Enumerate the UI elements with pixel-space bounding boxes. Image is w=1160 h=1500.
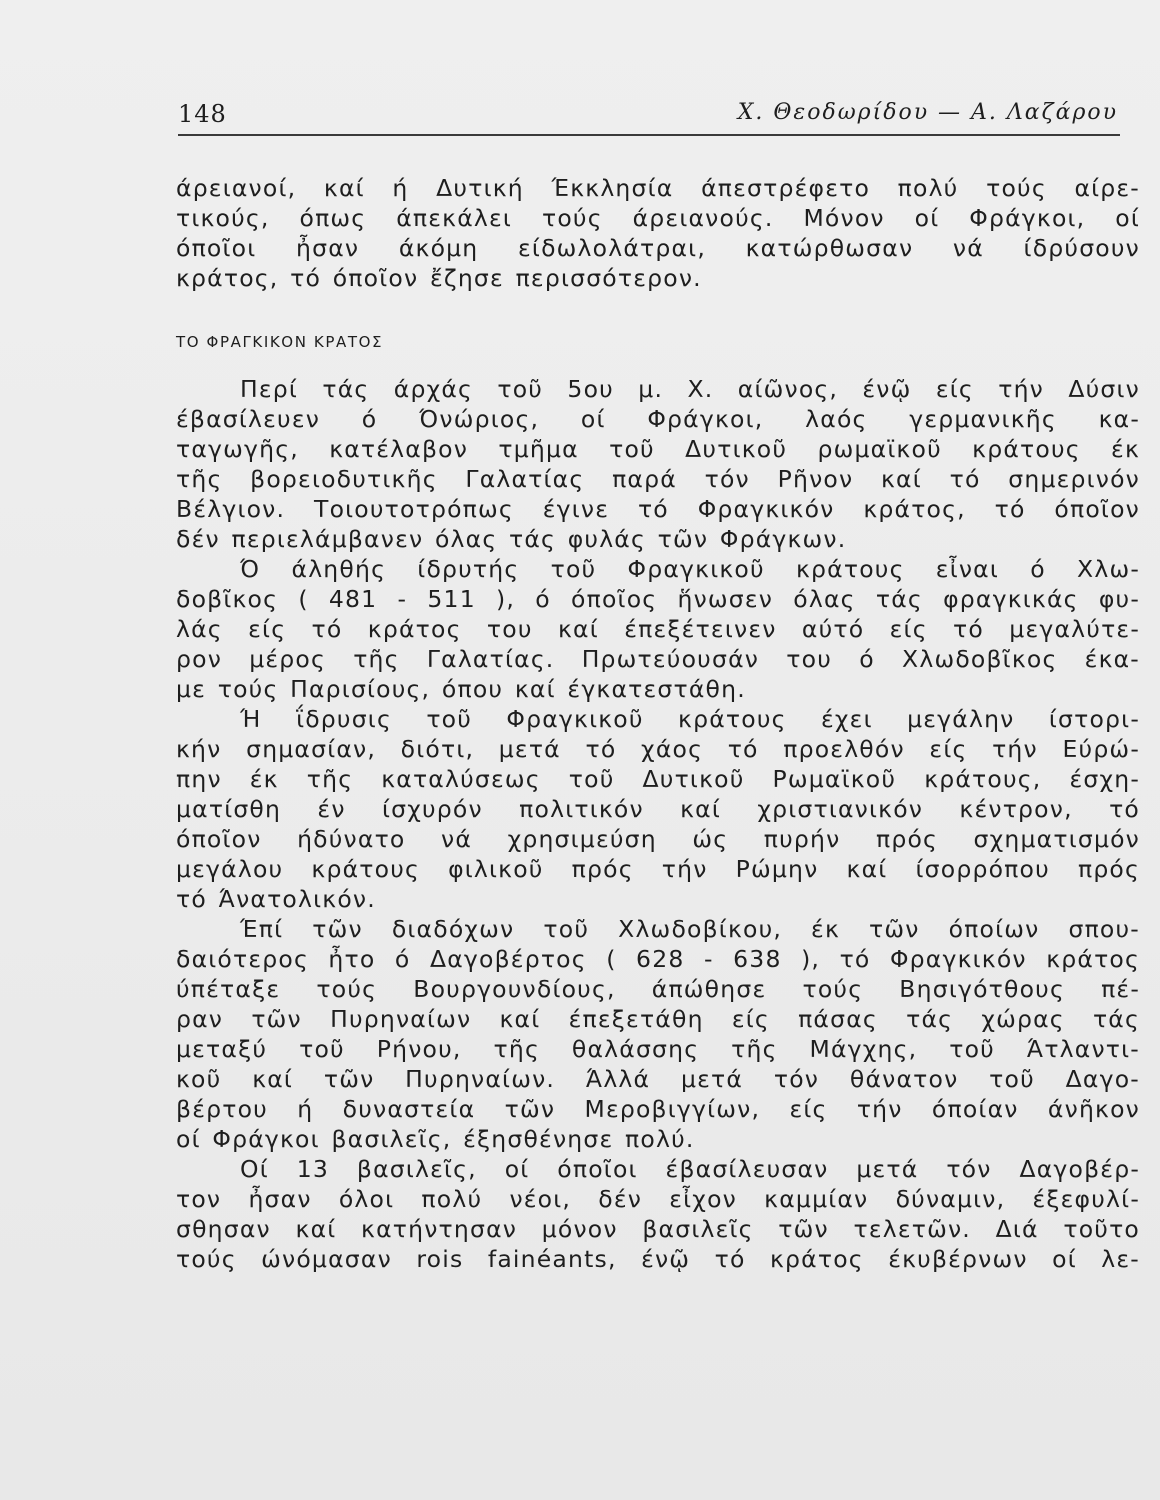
- body-text: [176, 374, 1140, 1274]
- text-line: Βέλγιον. Τοιουτοτρόπως έγινε τό Φραγκικόν κράτος, τό όποῖον: [176, 495, 1140, 523]
- text-line: κήν σημασίαν, διότι, μετά τό χάος τό προελθόν είς τήν Εύρώ-: [176, 735, 1140, 763]
- text-line: τον ἦσαν όλοι πολύ νέοι, δέν εἶχον καμμίαν δύναμιν, έξεφυλί-: [176, 1185, 1140, 1213]
- running-head: Χ. Θεοδωρίδου — Α. Λαζάρου: [737, 100, 1118, 125]
- text-line: έβασίλευεν ό Όνώριος, οί Φράγκοι, λαός γερμανικῆς κα-: [176, 405, 1140, 433]
- text-line: όποῖον ήδύνατο νά χρησιμεύση ώς πυρήν πρός σχηματισμόν: [176, 825, 1140, 853]
- text-line: βέρτου ή δυναστεία τῶν Μεροβιγγίων, είς τήν όποίαν άνῆκον: [176, 1095, 1140, 1123]
- text-line: Ή ΐδρυσις τοῦ Φραγκικοῦ κράτους έχει μεγάλην ίστορι-: [240, 705, 1140, 733]
- text-line: σθησαν καί κατήντησαν μόνον βασιλεῖς τῶν τελετῶν. Διά τοῦτο: [176, 1215, 1140, 1243]
- text-line: τούς ώνόμασαν rois fainéants, ένῷ τό κράτος έκυβέρνων οί λε-: [176, 1245, 1140, 1273]
- text-line: τικούς, όπως άπεκάλει τούς άρειανούς. Μόνον οί Φράγκοι, οί: [176, 204, 1140, 232]
- text-line: τό Άνατολικόν.: [176, 885, 376, 913]
- text-line: Ό άληθής ίδρυτής τοῦ Φραγκικοῦ κράτους εἶναι ό Χλω-: [240, 555, 1140, 583]
- header-rule: [178, 134, 1120, 136]
- text-line: δέν περιελάμβανεν όλας τάς φυλάς τῶν Φράγκων.: [176, 525, 847, 553]
- text-line: τῆς βορειοδυτικῆς Γαλατίας παρά τόν Ρῆνον καί τό σημερινόν: [176, 465, 1140, 493]
- text-line: όποῖοι ἦσαν άκόμη είδωλολάτραι, κατώρθωσαν νά ίδρύσουν: [176, 234, 1140, 262]
- text-line: άρειανοί, καί ή Δυτική Έκκλησία άπεστρέφετο πολύ τούς αίρε-: [176, 174, 1140, 202]
- text-line: ταγωγῆς, κατέλαβον τμῆμα τοῦ Δυτικοῦ ρωμαϊκοῦ κράτους έκ: [176, 435, 1140, 463]
- page-number: 148: [178, 100, 227, 128]
- intro-paragraph: [176, 173, 1140, 293]
- text-line: μεγάλου κράτους φιλικοῦ πρός τήν Ρώμην καί ίσορρόπου πρός: [176, 855, 1140, 883]
- text-line: ραν τῶν Πυρηναίων καί έπεξετάθη είς πάσας τάς χώρας τάς: [176, 1005, 1140, 1033]
- text-line: ύπέταξε τούς Βουργουνδίους, άπώθησε τούς Βησιγότθους πέ-: [176, 975, 1140, 1003]
- text-line: με τούς Παρισίους, όπου καί έγκατεστάθη.: [176, 675, 746, 703]
- text-line: μεταξύ τοῦ Ρήνου, τῆς θαλάσσης τῆς Μάγχης, τοῦ Άτλαντι-: [176, 1035, 1140, 1063]
- section-heading: ΤΟ ΦΡΑΓΚΙΚΟΝ ΚΡΑΤΟΣ: [176, 333, 384, 351]
- text-line: ρον μέρος τῆς Γαλατίας. Πρωτεύουσάν του ό Χλωδοβῖκος έκα-: [176, 645, 1140, 673]
- text-line: Έπί τῶν διαδόχων τοῦ Χλωδοβίκου, έκ τῶν όποίων σπου-: [240, 915, 1140, 943]
- text-line: δοβῖκος ( 481 - 511 ), ό όποῖος ἥνωσεν όλας τάς φραγκικάς φυ-: [176, 585, 1140, 613]
- text-line: κοῦ καί τῶν Πυρηναίων. Άλλά μετά τόν θάνατον τοῦ Δαγο-: [176, 1065, 1140, 1093]
- text-line: πην έκ τῆς καταλύσεως τοῦ Δυτικοῦ Ρωμαϊκοῦ κράτους, έσχη-: [176, 765, 1140, 793]
- text-line: ματίσθη έν ίσχυρόν πολιτικόν καί χριστιανικόν κέντρον, τό: [176, 795, 1140, 823]
- text-line: δαιότερος ἦτο ό Δαγοβέρτος ( 628 - 638 ), τό Φραγκικόν κράτος: [176, 945, 1140, 973]
- text-line: κράτος, τό όποῖον ἔζησε περισσότερον.: [176, 264, 702, 292]
- text-line: Οί 13 βασιλεῖς, οί όποῖοι έβασίλευσαν μετά τόν Δαγοβέρ-: [240, 1155, 1140, 1183]
- text-line: λάς είς τό κράτος του καί έπεξέτεινεν αύτό είς τό μεγαλύτε-: [176, 615, 1140, 643]
- text-line: οί Φράγκοι βασιλεῖς, έξησθένησε πολύ.: [176, 1125, 695, 1153]
- text-line: Περί τάς άρχάς τοῦ 5ου μ. Χ. αίῶνος, ένῷ είς τήν Δύσιν: [240, 375, 1140, 403]
